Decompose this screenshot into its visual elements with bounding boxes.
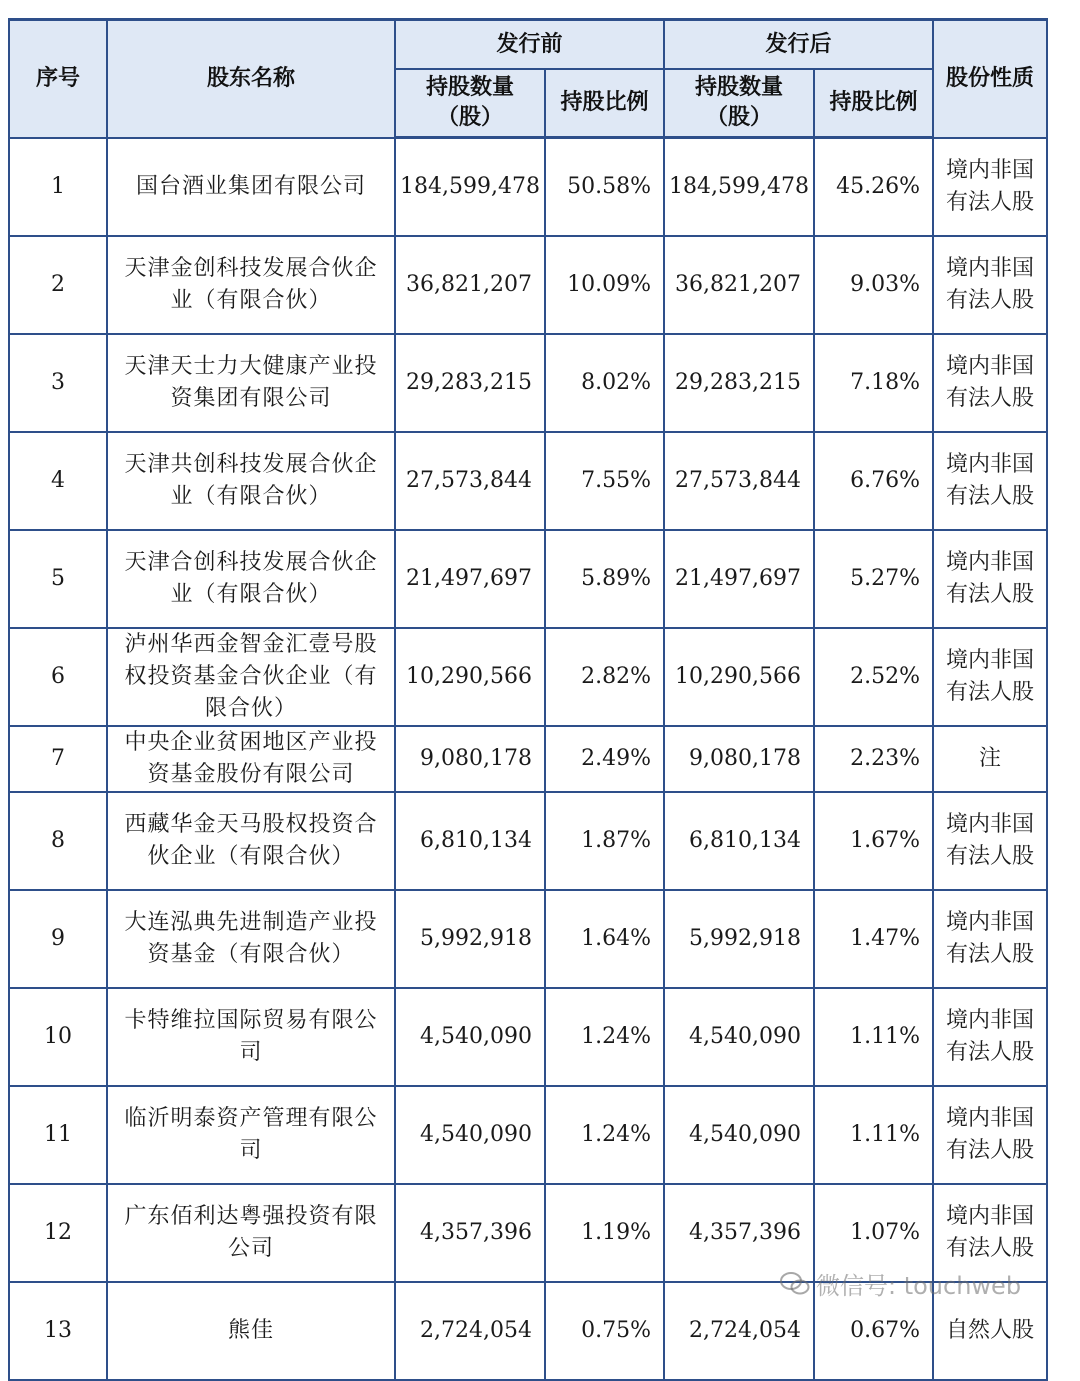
row-before-ratio-cell: 50.58% (545, 138, 664, 236)
row-before-ratio-cell: 8.02% (545, 334, 664, 432)
row-after-shares-cell: 2,724,054 (664, 1282, 814, 1380)
row-after-ratio-cell: 9.03% (814, 236, 933, 334)
row-seq-cell: 2 (9, 236, 107, 334)
header-after-issuance: 发行后 (664, 20, 933, 70)
table-row (9, 792, 1047, 890)
row-before-shares-cell: 21,497,697 (395, 530, 545, 628)
header-shareholder-name: 股东名称 (107, 20, 395, 138)
row-after-shares-cell: 9,080,178 (664, 726, 814, 792)
row-shareholder-name-cell: 大连泓典先进制造产业投资基金（有限合伙） (107, 890, 395, 988)
row-share-nature-cell: 境内非国有法人股 (933, 432, 1047, 530)
row-share-nature-cell: 境内非国有法人股 (933, 1086, 1047, 1184)
row-before-shares-cell: 29,283,215 (395, 334, 545, 432)
row-before-ratio-cell: 1.64% (545, 890, 664, 988)
table-row (9, 1086, 1047, 1184)
header-before-shares: 持股数量（股） (395, 69, 545, 138)
row-before-shares-cell: 5,992,918 (395, 890, 545, 988)
row-after-shares-cell: 21,497,697 (664, 530, 814, 628)
row-shareholder-name-cell: 泸州华西金智金汇壹号股权投资基金合伙企业（有限合伙） (107, 628, 395, 726)
row-seq-cell: 5 (9, 530, 107, 628)
row-after-shares-cell: 10,290,566 (664, 628, 814, 726)
row-after-shares-cell: 36,821,207 (664, 236, 814, 334)
row-after-ratio-cell: 1.07% (814, 1184, 933, 1282)
row-seq-cell: 8 (9, 792, 107, 890)
row-before-ratio-cell: 1.24% (545, 988, 664, 1086)
row-after-shares-cell: 5,992,918 (664, 890, 814, 988)
row-seq-cell: 11 (9, 1086, 107, 1184)
row-before-ratio-cell: 10.09% (545, 236, 664, 334)
row-share-nature-cell: 境内非国有法人股 (933, 628, 1047, 726)
header-share-nature: 股份性质 (933, 20, 1047, 138)
header-before-ratio: 持股比例 (545, 69, 664, 138)
table-row (9, 334, 1047, 432)
header-before-issuance: 发行前 (395, 20, 664, 70)
row-share-nature-cell: 境内非国有法人股 (933, 530, 1047, 628)
row-after-shares-cell: 4,540,090 (664, 1086, 814, 1184)
table-row (9, 890, 1047, 988)
row-after-ratio-cell: 6.76% (814, 432, 933, 530)
row-seq-cell: 10 (9, 988, 107, 1086)
row-seq-cell: 7 (9, 726, 107, 792)
row-before-shares-cell: 10,290,566 (395, 628, 545, 726)
row-before-shares-cell: 2,724,054 (395, 1282, 545, 1380)
row-shareholder-name-cell: 广东佰利达粤强投资有限公司 (107, 1184, 395, 1282)
shareholder-table (8, 18, 1048, 1381)
row-before-ratio-cell: 1.87% (545, 792, 664, 890)
row-before-ratio-cell: 0.75% (545, 1282, 664, 1380)
row-after-ratio-cell: 1.47% (814, 890, 933, 988)
row-before-shares-cell: 27,573,844 (395, 432, 545, 530)
row-after-ratio-cell: 1.11% (814, 988, 933, 1086)
row-before-ratio-cell: 2.82% (545, 628, 664, 726)
row-shareholder-name-cell: 熊佳 (107, 1282, 395, 1380)
row-before-shares-cell: 6,810,134 (395, 792, 545, 890)
row-share-nature-cell: 境内非国有法人股 (933, 890, 1047, 988)
row-before-shares-cell: 36,821,207 (395, 236, 545, 334)
row-share-nature-cell: 注 (933, 726, 1047, 792)
table-row (9, 628, 1047, 726)
row-before-shares-cell: 9,080,178 (395, 726, 545, 792)
table-row (9, 726, 1047, 792)
header-seq: 序号 (9, 20, 107, 138)
table-row (9, 236, 1047, 334)
row-after-ratio-cell: 45.26% (814, 138, 933, 236)
row-after-ratio-cell: 2.23% (814, 726, 933, 792)
row-after-ratio-cell: 2.52% (814, 628, 933, 726)
row-seq-cell: 9 (9, 890, 107, 988)
row-after-ratio-cell: 1.11% (814, 1086, 933, 1184)
table-row (9, 530, 1047, 628)
row-shareholder-name-cell: 临沂明泰资产管理有限公司 (107, 1086, 395, 1184)
row-before-shares-cell: 4,540,090 (395, 1086, 545, 1184)
row-after-ratio-cell: 7.18% (814, 334, 933, 432)
row-after-shares-cell: 184,599,478 (664, 138, 814, 236)
table-row (9, 138, 1047, 236)
table-row (9, 432, 1047, 530)
row-before-shares-cell: 4,357,396 (395, 1184, 545, 1282)
row-share-nature-cell: 自然人股 (933, 1282, 1047, 1380)
row-after-ratio-cell: 1.67% (814, 792, 933, 890)
row-after-shares-cell: 27,573,844 (664, 432, 814, 530)
row-shareholder-name-cell: 中央企业贫困地区产业投资基金股份有限公司 (107, 726, 395, 792)
table-row (9, 988, 1047, 1086)
row-share-nature-cell: 境内非国有法人股 (933, 236, 1047, 334)
wechat-icon (780, 1271, 810, 1303)
row-before-shares-cell: 4,540,090 (395, 988, 545, 1086)
row-shareholder-name-cell: 卡特维拉国际贸易有限公司 (107, 988, 395, 1086)
row-before-shares-cell: 184,599,478 (395, 138, 545, 236)
row-seq-cell: 1 (9, 138, 107, 236)
row-seq-cell: 4 (9, 432, 107, 530)
row-seq-cell: 12 (9, 1184, 107, 1282)
row-shareholder-name-cell: 国台酒业集团有限公司 (107, 138, 395, 236)
row-before-ratio-cell: 7.55% (545, 432, 664, 530)
table-header (9, 20, 1047, 138)
watermark-text: 微信号: touchweb (816, 1272, 1022, 1300)
wechat-watermark (780, 1266, 1021, 1303)
row-shareholder-name-cell: 天津天士力大健康产业投资集团有限公司 (107, 334, 395, 432)
row-after-ratio-cell: 0.67% (814, 1282, 933, 1380)
row-before-ratio-cell: 1.19% (545, 1184, 664, 1282)
row-share-nature-cell: 境内非国有法人股 (933, 334, 1047, 432)
row-after-shares-cell: 4,357,396 (664, 1184, 814, 1282)
row-shareholder-name-cell: 天津合创科技发展合伙企业（有限合伙） (107, 530, 395, 628)
row-shareholder-name-cell: 西藏华金天马股权投资合伙企业（有限合伙） (107, 792, 395, 890)
row-share-nature-cell: 境内非国有法人股 (933, 988, 1047, 1086)
row-after-shares-cell: 29,283,215 (664, 334, 814, 432)
row-seq-cell: 13 (9, 1282, 107, 1380)
row-seq-cell: 3 (9, 334, 107, 432)
row-seq-cell: 6 (9, 628, 107, 726)
row-before-ratio-cell: 5.89% (545, 530, 664, 628)
row-share-nature-cell: 境内非国有法人股 (933, 792, 1047, 890)
row-share-nature-cell: 境内非国有法人股 (933, 1184, 1047, 1282)
row-after-shares-cell: 6,810,134 (664, 792, 814, 890)
shareholder-table-container (8, 18, 1046, 1381)
row-shareholder-name-cell: 天津金创科技发展合伙企业（有限合伙） (107, 236, 395, 334)
row-share-nature-cell: 境内非国有法人股 (933, 138, 1047, 236)
row-before-ratio-cell: 1.24% (545, 1086, 664, 1184)
header-after-shares: 持股数量（股） (664, 69, 814, 138)
table-body (9, 138, 1047, 1380)
row-after-shares-cell: 4,540,090 (664, 988, 814, 1086)
row-before-ratio-cell: 2.49% (545, 726, 664, 792)
row-after-ratio-cell: 5.27% (814, 530, 933, 628)
header-after-ratio: 持股比例 (814, 69, 933, 138)
row-shareholder-name-cell: 天津共创科技发展合伙企业（有限合伙） (107, 432, 395, 530)
